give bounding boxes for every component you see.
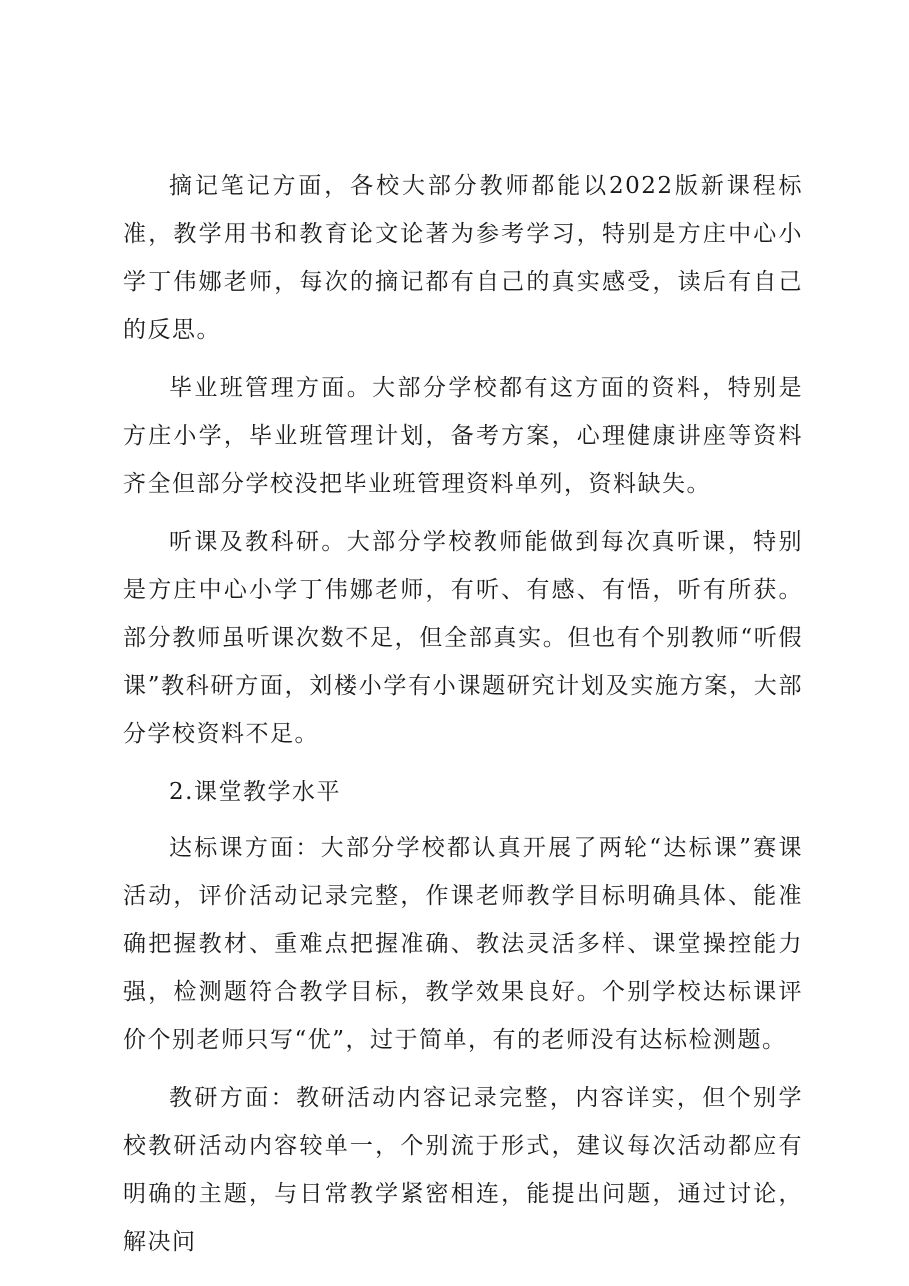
paragraph-graduating-class: 毕业班管理方面。大部分学校都有这方面的资料，特别是方庄小学，毕业班管理计划，备考方案，心理健康讲座等资料齐全但部分学校没把毕业班管理资料单列，资料缺失。 — [123, 375, 803, 497]
paragraph-lesson-observation: 听课及教科研。大部分学校教师能做到每次真听课，特别是方庄中心小学丁伟娜老师，有听、有感、有悟，听有所获。部分教师虽听课次数不足，但全部真实。但也有个别教师“听假课”教科研方面，刘楼小学有小课题研究计划及实施方案，大部分学校资料不足。 — [123, 529, 803, 747]
document-body — [123, 162, 803, 1276]
paragraph-notes: 摘记笔记方面，各校大部分教师都能以2022版新课程标准，教学用书和教育论文论著为参考学习，特别是方庄中心小学丁伟娜老师，每次的摘记都有自己的真实感受，读后有自己的反思。 — [123, 173, 803, 343]
section-heading: 2.课堂教学水平 — [169, 779, 341, 805]
paragraph-standard-lessons: 达标课方面：大部分学校都认真开展了两轮“达标课”赛课活动，评价活动记录完整，作课老师教学目标明确具体、能准确把握教材、重难点把握准确、教法灵活多样、课堂操控能力强，检测题符合教学目标，教学效果良好。个别学校达标课评价个别老师只写“优”，过于简单，有的老师没有达标检测题。 — [123, 835, 803, 1053]
paragraph-teaching-research: 教研方面：教研活动内容记录完整，内容详实，但个别学校教研活动内容较单一，个别流于形式，建议每次活动都应有明确的主题，与日常教学紧密相连，能提出问题，通过讨论，解决问 — [123, 1085, 803, 1255]
